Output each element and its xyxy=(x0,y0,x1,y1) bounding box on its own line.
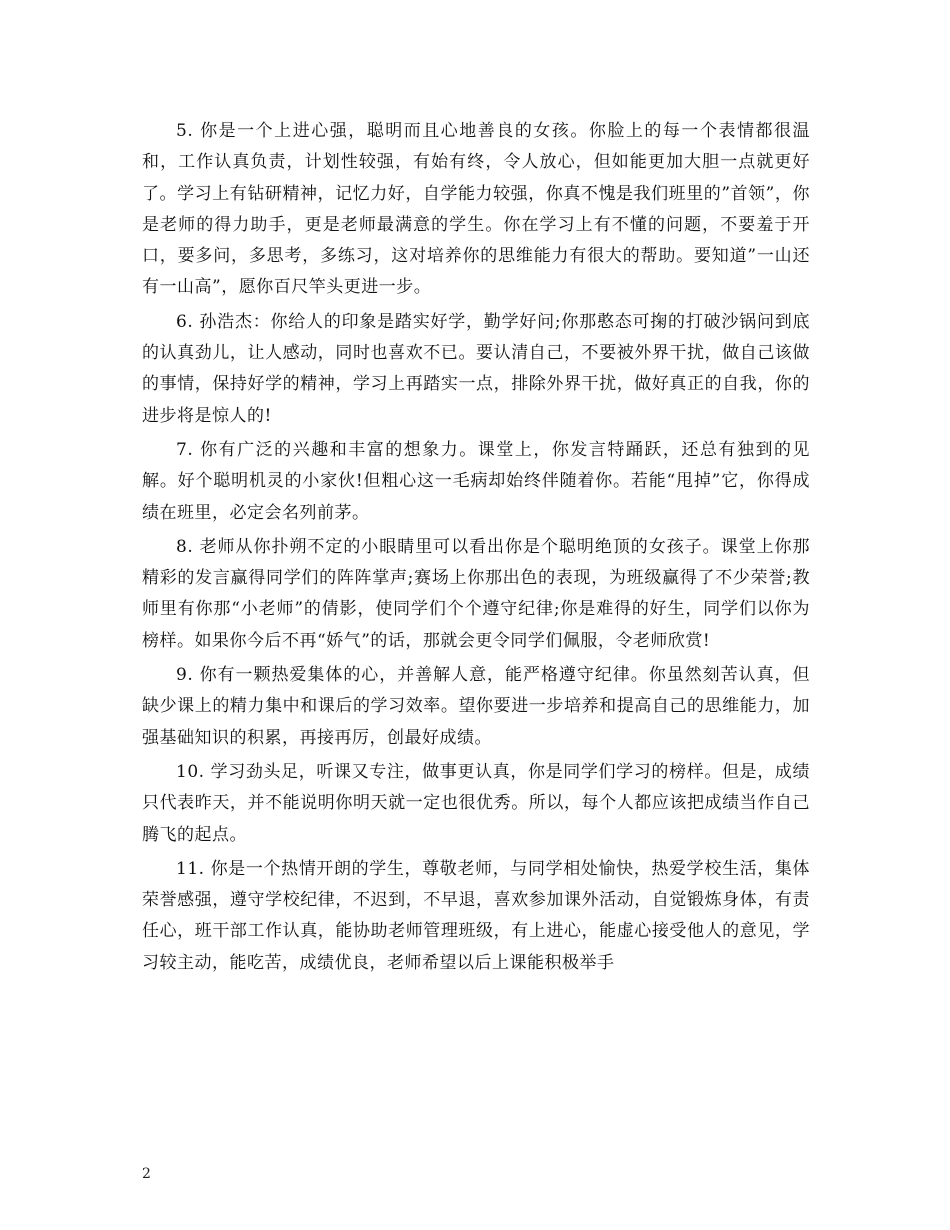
page-number: 2 xyxy=(142,1166,151,1182)
paragraph-7: 7. 你有广泛的兴趣和丰富的想象力。课堂上，你发言特踊跃，还总有独到的见解。好个聪明机灵的小家伙!但粗心这一毛病却始终伴随着你。若能“甩掉”它，你得成绩在班里，必定会名列前茅。 xyxy=(142,439,810,523)
paragraph-6: 6. 孙浩杰：你给人的印象是踏实好学，勤学好问;你那憨态可掬的打破沙锅问到底的认真劲儿，让人感动，同时也喜欢不已。要认清自己，不要被外界干扰，做自己该做的事情，保持好学的精神，学习上再踏实一点，排除外界干扰，做好真正的自我，你的进步将是惊人的! xyxy=(142,311,810,426)
paragraph-10: 10. 学习劲头足，听课又专注，做事更认真，你是同学们学习的榜样。但是，成绩只代表昨天，并不能说明你明天就一定也很优秀。所以，每个人都应该把成绩当作自己腾飞的起点。 xyxy=(142,761,810,845)
paragraph-5: 5. 你是一个上进心强，聪明而且心地善良的女孩。你脸上的每一个表情都很温和，工作认真负责，计划性较强，有始有终，令人放心，但如能更加大胆一点就更好了。学习上有钻研精神，记忆力好，自学能力较强，你真不愧是我们班里的”首领”，你是老师的得力助手，更是老师最满意的学生。你在学习上有不懂的问题，不要羞于开口，要多问，多思考，多练习，这对培养你的思维能力有很大的帮助。要知道”一山还有一山高”，愿你百尺竿头更进一步。 xyxy=(142,121,810,298)
paragraph-9: 9. 你有一颗热爱集体的心，并善解人意，能严格遵守纪律。你虽然刻苦认真，但缺少课上的精力集中和课后的学习效率。望你要进一步培养和提高自己的思维能力，加强基础知识的积累，再接再厉，创最好成绩。 xyxy=(142,665,810,748)
paragraph-11: 11. 你是一个热情开朗的学生，尊敬老师，与同学相处愉快，热爱学校生活，集体荣誉感强，遵守学校纪律，不迟到，不早退，喜欢参加课外活动，自觉锻炼身体，有责任心，班干部工作认真，能协助老师管理班级，有上进心，能虚心接受他人的意见，学习较主动，能吃苦，成绩优良，老师希望以后上课能积极举手 xyxy=(142,858,810,973)
page-content xyxy=(142,116,810,982)
paragraph-8: 8. 老师从你扑朔不定的小眼睛里可以看出你是个聪明绝顶的女孩子。课堂上你那精彩的发言赢得同学们的阵阵掌声;赛场上你那出色的表现，为班级赢得了不少荣誉;教师里有你那“小老师”的倩影，使同学们个个遵守纪律;你是难得的好生，同学们以你为榜样。如果你今后不再“娇气”的话，那就会更令同学们佩服，令老师欣赏! xyxy=(142,536,810,651)
